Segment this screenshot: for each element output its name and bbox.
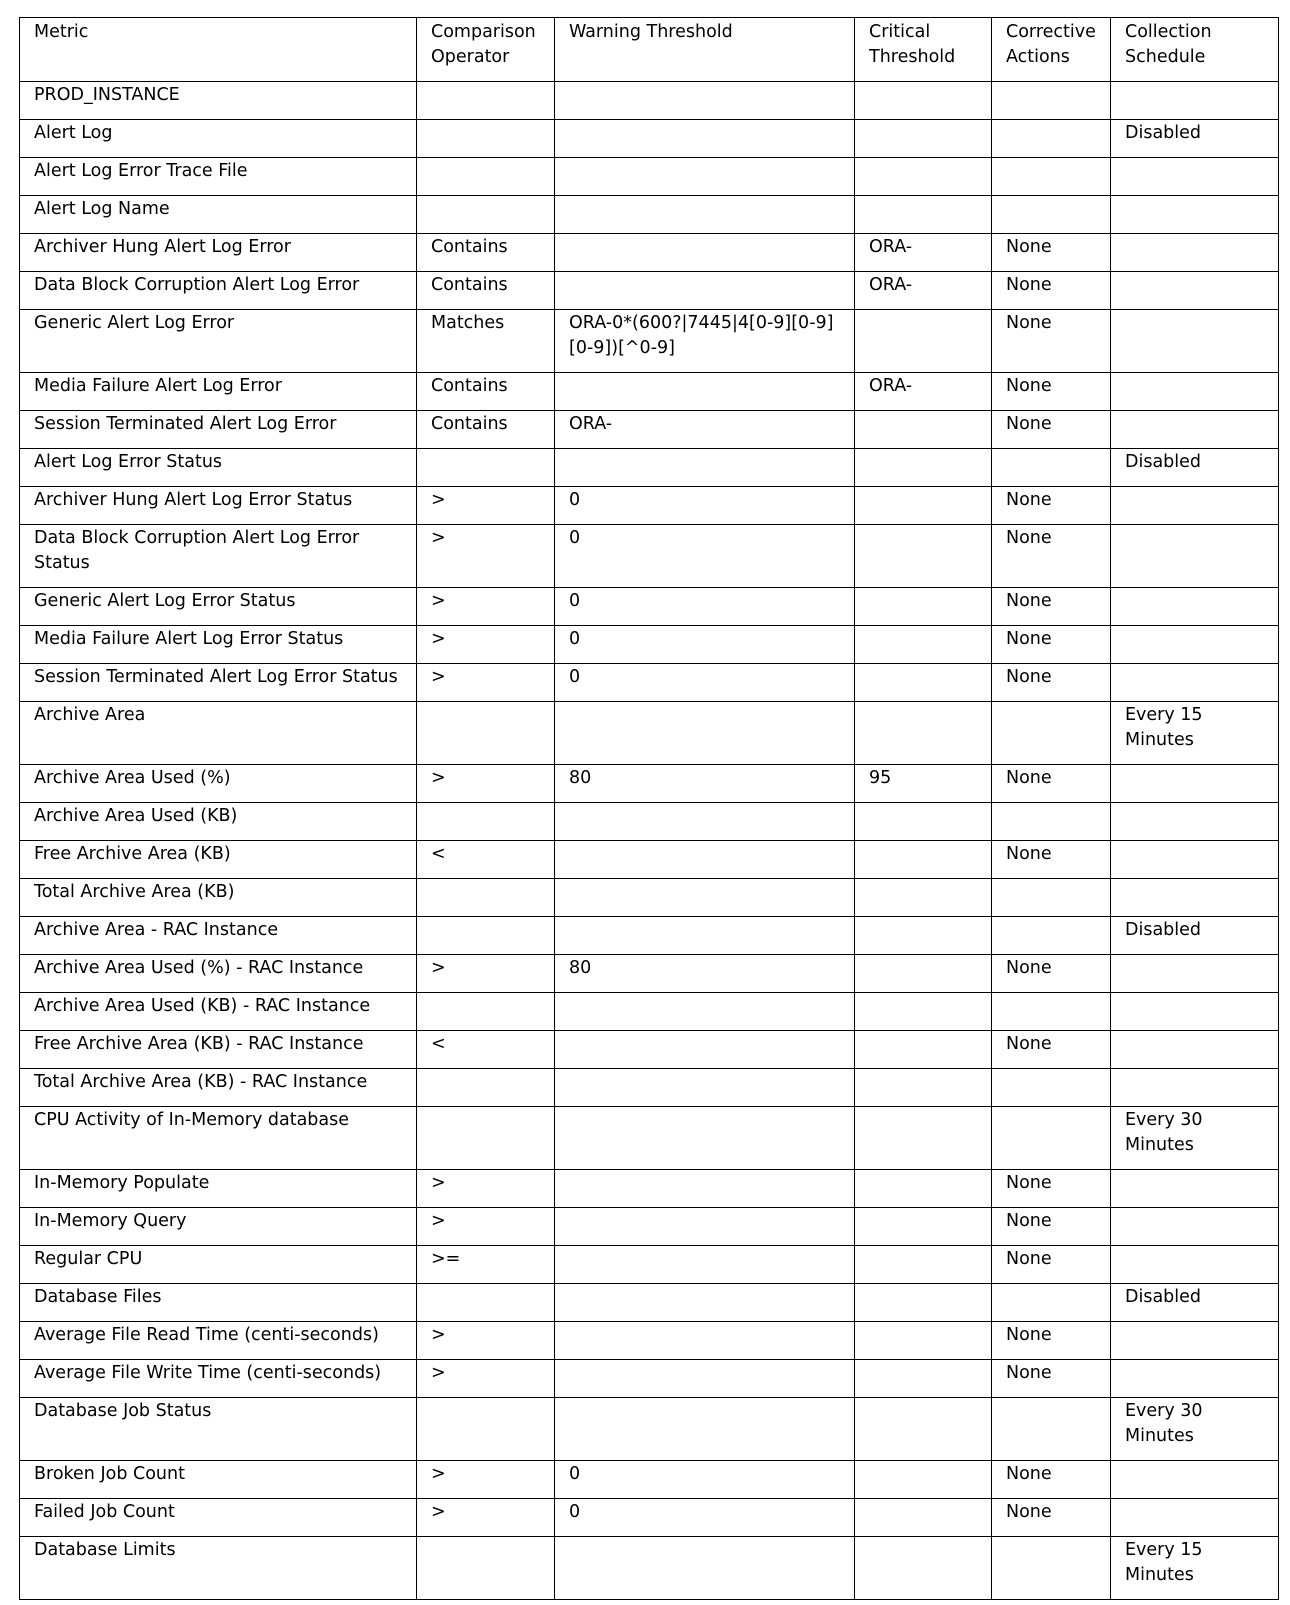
corrective-actions-cell: None — [992, 955, 1111, 993]
table-row — [20, 1537, 1279, 1600]
critical-threshold-cell — [855, 411, 992, 449]
table-row — [20, 1322, 1279, 1360]
warning-threshold-cell: 0 — [555, 626, 855, 664]
metric-cell: Alert Log — [20, 120, 417, 158]
table-row — [20, 765, 1279, 803]
warning-threshold-cell — [555, 449, 855, 487]
metric-cell: Archive Area Used (%) — [20, 765, 417, 803]
table-row — [20, 955, 1279, 993]
metric-cell: Media Failure Alert Log Error — [20, 373, 417, 411]
warning-threshold-cell: 0 — [555, 1499, 855, 1537]
warning-threshold-cell — [555, 1031, 855, 1069]
critical-threshold-cell — [855, 1398, 992, 1461]
metric-cell: Regular CPU — [20, 1246, 417, 1284]
corrective-actions-cell: None — [992, 765, 1111, 803]
collection-schedule-cell — [1111, 955, 1279, 993]
critical-threshold-cell — [855, 310, 992, 373]
warning-threshold-cell — [555, 1398, 855, 1461]
warning-threshold-cell: 80 — [555, 955, 855, 993]
comparison-operator-cell — [417, 1537, 555, 1600]
collection-schedule-cell — [1111, 626, 1279, 664]
table-row — [20, 411, 1279, 449]
corrective-actions-cell — [992, 879, 1111, 917]
critical-threshold-cell: ORA- — [855, 234, 992, 272]
critical-threshold-cell — [855, 993, 992, 1031]
collection-schedule-cell — [1111, 841, 1279, 879]
comparison-operator-cell — [417, 803, 555, 841]
table-row — [20, 841, 1279, 879]
metric-cell: Archive Area Used (KB) — [20, 803, 417, 841]
warning-threshold-cell — [555, 879, 855, 917]
table-row — [20, 1170, 1279, 1208]
table-row — [20, 664, 1279, 702]
collection-schedule-cell — [1111, 1322, 1279, 1360]
warning-threshold-cell — [555, 1322, 855, 1360]
warning-threshold-cell — [555, 1284, 855, 1322]
comparison-operator-cell: > — [417, 1208, 555, 1246]
comparison-operator-cell — [417, 1398, 555, 1461]
corrective-actions-cell: None — [992, 373, 1111, 411]
corrective-actions-cell: None — [992, 1461, 1111, 1499]
table-row — [20, 993, 1279, 1031]
table-row — [20, 120, 1279, 158]
warning-threshold-cell: 0 — [555, 588, 855, 626]
table-row — [20, 196, 1279, 234]
metric-cell: Average File Read Time (centi-seconds) — [20, 1322, 417, 1360]
collection-schedule-cell — [1111, 272, 1279, 310]
warning-threshold-cell — [555, 702, 855, 765]
table-row — [20, 879, 1279, 917]
collection-schedule-cell — [1111, 765, 1279, 803]
metric-cell: Alert Log Error Status — [20, 449, 417, 487]
warning-threshold-cell — [555, 234, 855, 272]
header-warning-threshold: Warning Threshold — [555, 18, 855, 82]
metric-cell: Archive Area - RAC Instance — [20, 917, 417, 955]
critical-threshold-cell — [855, 841, 992, 879]
comparison-operator-cell — [417, 993, 555, 1031]
table-row — [20, 487, 1279, 525]
comparison-operator-cell — [417, 879, 555, 917]
metric-cell: Broken Job Count — [20, 1461, 417, 1499]
table-row — [20, 525, 1279, 588]
collection-schedule-cell — [1111, 310, 1279, 373]
comparison-operator-cell: > — [417, 955, 555, 993]
comparison-operator-cell — [417, 196, 555, 234]
metric-cell: Archive Area — [20, 702, 417, 765]
metric-cell: Failed Job Count — [20, 1499, 417, 1537]
collection-schedule-cell — [1111, 803, 1279, 841]
comparison-operator-cell — [417, 82, 555, 120]
critical-threshold-cell — [855, 1107, 992, 1170]
corrective-actions-cell: None — [992, 626, 1111, 664]
critical-threshold-cell — [855, 1461, 992, 1499]
collection-schedule-cell: Every 30 Minutes — [1111, 1107, 1279, 1170]
comparison-operator-cell: > — [417, 588, 555, 626]
critical-threshold-cell — [855, 158, 992, 196]
collection-schedule-cell — [1111, 1069, 1279, 1107]
collection-schedule-cell — [1111, 158, 1279, 196]
comparison-operator-cell: >= — [417, 1246, 555, 1284]
comparison-operator-cell: > — [417, 1499, 555, 1537]
critical-threshold-cell: ORA- — [855, 373, 992, 411]
collection-schedule-cell: Every 15 Minutes — [1111, 702, 1279, 765]
warning-threshold-cell — [555, 158, 855, 196]
comparison-operator-cell: > — [417, 626, 555, 664]
corrective-actions-cell: None — [992, 1170, 1111, 1208]
header-critical-threshold: Critical Threshold — [855, 18, 992, 82]
comparison-operator-cell: > — [417, 765, 555, 803]
corrective-actions-cell — [992, 120, 1111, 158]
table-row — [20, 449, 1279, 487]
corrective-actions-cell: None — [992, 1499, 1111, 1537]
corrective-actions-cell — [992, 917, 1111, 955]
metric-cell: Archiver Hung Alert Log Error Status — [20, 487, 417, 525]
corrective-actions-cell — [992, 1069, 1111, 1107]
collection-schedule-cell — [1111, 82, 1279, 120]
critical-threshold-cell — [855, 1208, 992, 1246]
collection-schedule-cell — [1111, 664, 1279, 702]
corrective-actions-cell — [992, 993, 1111, 1031]
comparison-operator-cell: > — [417, 664, 555, 702]
collection-schedule-cell — [1111, 1246, 1279, 1284]
critical-threshold-cell — [855, 955, 992, 993]
warning-threshold-cell — [555, 1170, 855, 1208]
corrective-actions-cell — [992, 158, 1111, 196]
metric-cell: In-Memory Populate — [20, 1170, 417, 1208]
critical-threshold-cell — [855, 879, 992, 917]
critical-threshold-cell — [855, 626, 992, 664]
table-row — [20, 272, 1279, 310]
metric-cell: Session Terminated Alert Log Error — [20, 411, 417, 449]
comparison-operator-cell: < — [417, 1031, 555, 1069]
collection-schedule-cell — [1111, 993, 1279, 1031]
warning-threshold-cell — [555, 917, 855, 955]
collection-schedule-cell — [1111, 1170, 1279, 1208]
collection-schedule-cell — [1111, 879, 1279, 917]
metric-cell: Data Block Corruption Alert Log Error Status — [20, 525, 417, 588]
corrective-actions-cell — [992, 702, 1111, 765]
comparison-operator-cell: > — [417, 1322, 555, 1360]
critical-threshold-cell — [855, 82, 992, 120]
comparison-operator-cell: Contains — [417, 272, 555, 310]
metric-cell: Alert Log Name — [20, 196, 417, 234]
warning-threshold-cell: 80 — [555, 765, 855, 803]
table-row — [20, 310, 1279, 373]
table-row — [20, 1360, 1279, 1398]
metric-cell: PROD_INSTANCE — [20, 82, 417, 120]
collection-schedule-cell — [1111, 1360, 1279, 1398]
collection-schedule-cell: Disabled — [1111, 120, 1279, 158]
corrective-actions-cell: None — [992, 411, 1111, 449]
metrics-table — [19, 17, 1279, 1600]
critical-threshold-cell — [855, 1499, 992, 1537]
collection-schedule-cell — [1111, 1461, 1279, 1499]
corrective-actions-cell — [992, 1398, 1111, 1461]
comparison-operator-cell — [417, 1107, 555, 1170]
header-collection-schedule: Collection Schedule — [1111, 18, 1279, 82]
metric-cell: Total Archive Area (KB) - RAC Instance — [20, 1069, 417, 1107]
comparison-operator-cell — [417, 1069, 555, 1107]
critical-threshold-cell — [855, 196, 992, 234]
critical-threshold-cell — [855, 803, 992, 841]
critical-threshold-cell: 95 — [855, 765, 992, 803]
critical-threshold-cell — [855, 1031, 992, 1069]
header-corrective-actions: Corrective Actions — [992, 18, 1111, 82]
collection-schedule-cell: Every 30 Minutes — [1111, 1398, 1279, 1461]
metric-cell: Free Archive Area (KB) — [20, 841, 417, 879]
critical-threshold-cell — [855, 120, 992, 158]
table-row — [20, 803, 1279, 841]
table-row — [20, 234, 1279, 272]
collection-schedule-cell — [1111, 525, 1279, 588]
comparison-operator-cell: Matches — [417, 310, 555, 373]
metric-cell: Database Limits — [20, 1537, 417, 1600]
critical-threshold-cell — [855, 1322, 992, 1360]
metric-cell: Average File Write Time (centi-seconds) — [20, 1360, 417, 1398]
warning-threshold-cell — [555, 1107, 855, 1170]
collection-schedule-cell — [1111, 373, 1279, 411]
corrective-actions-cell — [992, 82, 1111, 120]
table-row — [20, 373, 1279, 411]
collection-schedule-cell — [1111, 1031, 1279, 1069]
table-row — [20, 588, 1279, 626]
collection-schedule-cell — [1111, 1499, 1279, 1537]
metric-cell: Session Terminated Alert Log Error Status — [20, 664, 417, 702]
corrective-actions-cell: None — [992, 1208, 1111, 1246]
corrective-actions-cell: None — [992, 841, 1111, 879]
collection-schedule-cell — [1111, 411, 1279, 449]
table-row — [20, 702, 1279, 765]
corrective-actions-cell: None — [992, 1246, 1111, 1284]
critical-threshold-cell — [855, 664, 992, 702]
collection-schedule-cell — [1111, 234, 1279, 272]
corrective-actions-cell — [992, 803, 1111, 841]
corrective-actions-cell: None — [992, 525, 1111, 588]
collection-schedule-cell — [1111, 588, 1279, 626]
comparison-operator-cell — [417, 702, 555, 765]
corrective-actions-cell: None — [992, 272, 1111, 310]
collection-schedule-cell — [1111, 196, 1279, 234]
metric-cell: Free Archive Area (KB) - RAC Instance — [20, 1031, 417, 1069]
critical-threshold-cell — [855, 917, 992, 955]
comparison-operator-cell: > — [417, 525, 555, 588]
metric-cell: Data Block Corruption Alert Log Error — [20, 272, 417, 310]
header-metric: Metric — [20, 18, 417, 82]
metric-cell: CPU Activity of In-Memory database — [20, 1107, 417, 1170]
corrective-actions-cell: None — [992, 487, 1111, 525]
metric-cell: Database Job Status — [20, 1398, 417, 1461]
metric-cell: Archive Area Used (KB) - RAC Instance — [20, 993, 417, 1031]
warning-threshold-cell — [555, 1208, 855, 1246]
metric-cell: Generic Alert Log Error Status — [20, 588, 417, 626]
warning-threshold-cell: 0 — [555, 1461, 855, 1499]
corrective-actions-cell — [992, 1537, 1111, 1600]
table-row — [20, 1246, 1279, 1284]
collection-schedule-cell: Disabled — [1111, 1284, 1279, 1322]
header-comparison-operator: Comparison Operator — [417, 18, 555, 82]
corrective-actions-cell: None — [992, 1322, 1111, 1360]
table-body — [20, 82, 1279, 1600]
comparison-operator-cell — [417, 120, 555, 158]
table-row — [20, 1461, 1279, 1499]
metric-cell: Archiver Hung Alert Log Error — [20, 234, 417, 272]
critical-threshold-cell: ORA- — [855, 272, 992, 310]
table-row — [20, 1398, 1279, 1461]
corrective-actions-cell — [992, 449, 1111, 487]
critical-threshold-cell — [855, 702, 992, 765]
critical-threshold-cell — [855, 588, 992, 626]
warning-threshold-cell — [555, 1537, 855, 1600]
collection-schedule-cell: Disabled — [1111, 449, 1279, 487]
comparison-operator-cell: > — [417, 1170, 555, 1208]
warning-threshold-cell: 0 — [555, 487, 855, 525]
collection-schedule-cell — [1111, 487, 1279, 525]
warning-threshold-cell — [555, 1360, 855, 1398]
metrics-sheet — [19, 17, 1279, 1600]
warning-threshold-cell: 0 — [555, 664, 855, 702]
warning-threshold-cell: ORA- — [555, 411, 855, 449]
corrective-actions-cell — [992, 1107, 1111, 1170]
corrective-actions-cell: None — [992, 1031, 1111, 1069]
metric-cell: Total Archive Area (KB) — [20, 879, 417, 917]
corrective-actions-cell: None — [992, 588, 1111, 626]
metric-cell: Generic Alert Log Error — [20, 310, 417, 373]
metric-cell: Archive Area Used (%) - RAC Instance — [20, 955, 417, 993]
metric-cell: Database Files — [20, 1284, 417, 1322]
table-row — [20, 1499, 1279, 1537]
table-row — [20, 1107, 1279, 1170]
collection-schedule-cell: Disabled — [1111, 917, 1279, 955]
warning-threshold-cell — [555, 373, 855, 411]
comparison-operator-cell: Contains — [417, 234, 555, 272]
table-row — [20, 158, 1279, 196]
comparison-operator-cell — [417, 917, 555, 955]
metric-cell: In-Memory Query — [20, 1208, 417, 1246]
critical-threshold-cell — [855, 1284, 992, 1322]
warning-threshold-cell: 0 — [555, 525, 855, 588]
comparison-operator-cell: Contains — [417, 373, 555, 411]
comparison-operator-cell: > — [417, 1461, 555, 1499]
critical-threshold-cell — [855, 1246, 992, 1284]
comparison-operator-cell — [417, 158, 555, 196]
metric-cell: Media Failure Alert Log Error Status — [20, 626, 417, 664]
collection-schedule-cell — [1111, 1208, 1279, 1246]
comparison-operator-cell: Contains — [417, 411, 555, 449]
warning-threshold-cell — [555, 272, 855, 310]
warning-threshold-cell — [555, 841, 855, 879]
table-row — [20, 626, 1279, 664]
warning-threshold-cell — [555, 1069, 855, 1107]
corrective-actions-cell: None — [992, 1360, 1111, 1398]
table-row — [20, 1031, 1279, 1069]
critical-threshold-cell — [855, 1360, 992, 1398]
critical-threshold-cell — [855, 1069, 992, 1107]
table-row — [20, 1069, 1279, 1107]
metric-cell: Alert Log Error Trace File — [20, 158, 417, 196]
corrective-actions-cell: None — [992, 310, 1111, 373]
comparison-operator-cell: > — [417, 487, 555, 525]
corrective-actions-cell: None — [992, 664, 1111, 702]
comparison-operator-cell — [417, 449, 555, 487]
table-row — [20, 917, 1279, 955]
table-row — [20, 1284, 1279, 1322]
collection-schedule-cell: Every 15 Minutes — [1111, 1537, 1279, 1600]
warning-threshold-cell: ORA-0*(600?|7445|4[0-9][0-9][0-9])[^0-9] — [555, 310, 855, 373]
warning-threshold-cell — [555, 120, 855, 158]
table-row — [20, 1208, 1279, 1246]
warning-threshold-cell — [555, 196, 855, 234]
warning-threshold-cell — [555, 993, 855, 1031]
critical-threshold-cell — [855, 487, 992, 525]
critical-threshold-cell — [855, 1170, 992, 1208]
comparison-operator-cell: > — [417, 1360, 555, 1398]
corrective-actions-cell — [992, 1284, 1111, 1322]
critical-threshold-cell — [855, 1537, 992, 1600]
table-row — [20, 82, 1279, 120]
warning-threshold-cell — [555, 1246, 855, 1284]
comparison-operator-cell: < — [417, 841, 555, 879]
corrective-actions-cell — [992, 196, 1111, 234]
warning-threshold-cell — [555, 803, 855, 841]
comparison-operator-cell — [417, 1284, 555, 1322]
critical-threshold-cell — [855, 525, 992, 588]
corrective-actions-cell: None — [992, 234, 1111, 272]
header-row — [20, 18, 1279, 82]
critical-threshold-cell — [855, 449, 992, 487]
warning-threshold-cell — [555, 82, 855, 120]
